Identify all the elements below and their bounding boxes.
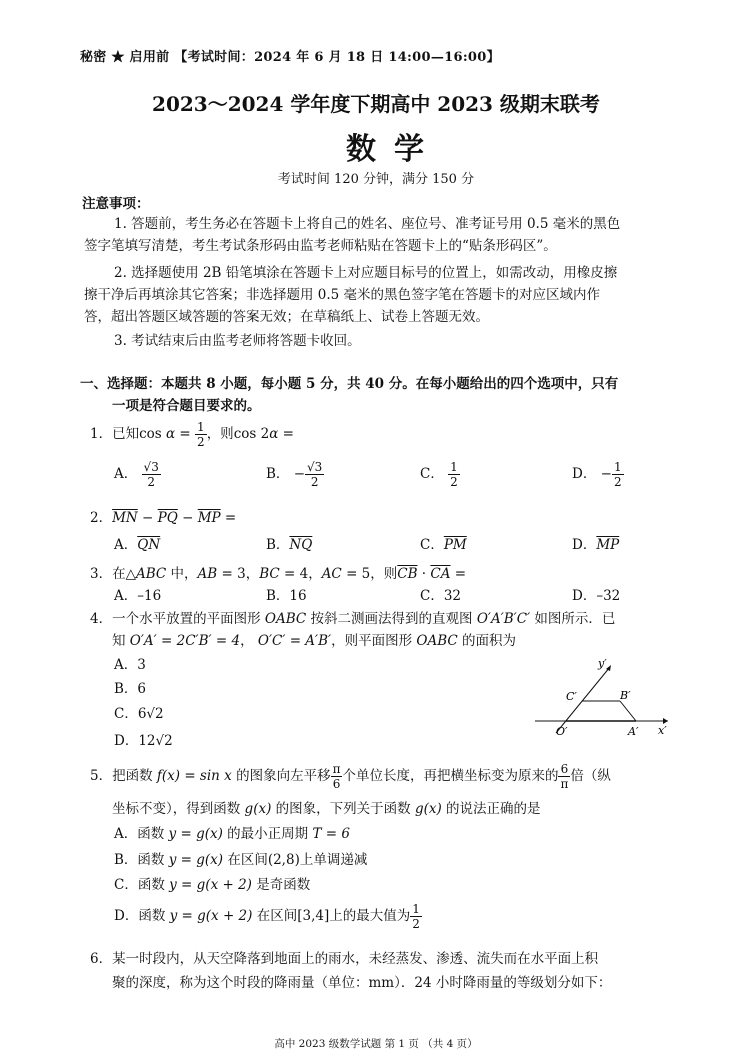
- question-3: 3．在△ABC 中，AB = 3，BC = 4，AC = 5，则$\overline{CB} \cdot \overline{CA}$ =: [90, 566, 467, 582]
- q3-option-a[interactable]: A．–16: [114, 588, 162, 604]
- question-6-line-1: 6．某一时段内，从天空降落到地面上的雨水，未经蒸发、渗透、流失而在水平面上积: [90, 951, 599, 967]
- q3-option-b[interactable]: B．16: [266, 588, 307, 604]
- label-a: A′: [628, 725, 639, 738]
- q1-option-b[interactable]: B． − $\frac{√3}{2}$: [266, 460, 323, 489]
- q3-option-d[interactable]: D．–32: [572, 588, 621, 604]
- notice-line-2: 签字笔填写清楚，考生考试条形码由监考老师粘贴在答题卡上的“贴条形码区”。: [84, 238, 557, 254]
- q2-option-d[interactable]: D．$\overline{MP}$: [572, 537, 620, 553]
- question-4-line-1: 4．一个水平放置的平面图形 OABC 按斜二测画法得到的直观图 O′A′B′C′ 如图所示．已: [90, 611, 616, 627]
- label-x: x′: [658, 724, 667, 737]
- q4-option-a[interactable]: A．3: [114, 657, 146, 673]
- oblique-projection-figure: [530, 655, 670, 745]
- question-4-line-2: 知 O′A′ = 2C′B′ = 4， O′C′ = A′B′，则平面图形 OABC 的面积为: [112, 633, 517, 649]
- y-arrow-icon: [606, 665, 611, 671]
- q4-option-d[interactable]: D．12√2: [114, 733, 173, 749]
- q4-option-b[interactable]: B．6: [114, 681, 147, 697]
- notice-line-1: 1. 答题前，考生务必在答题卡上将自己的姓名、座位号、准考证号用 0.5 毫米的黑色: [114, 216, 621, 232]
- notice-heading: 注意事项：: [82, 196, 150, 212]
- section-heading: 一、选择题：本题共 8 小题，每小题 5 分，共 40 分。在每小题给出的四个选项中，只有: [80, 376, 619, 392]
- q5-option-a[interactable]: A．函数 y = g(x) 的最小正周期 T = 6: [114, 826, 350, 842]
- question-5-line-1: 5．把函数 f(x) = sin x 的图象向左平移 $\frac{\pi}{6}$ 个单位长度，再把横坐标变为原来的 $\frac{6}{\pi}$ 倍（纵: [90, 762, 611, 791]
- q2-option-c[interactable]: C．$\overline{PM}$: [420, 537, 467, 553]
- notice-line-4: 擦干净后再填涂其它答案；非选择题用 0.5 毫米的黑色签字笔在答题卡的对应区域内作: [84, 287, 601, 303]
- q5-option-c[interactable]: C．函数 y = g(x + 2) 是奇函数: [114, 877, 311, 893]
- label-b: B′: [620, 689, 631, 702]
- y-axis: [556, 667, 610, 733]
- q3-option-c[interactable]: C．32: [420, 588, 462, 604]
- notice-line-3: 2. 选择题使用 2B 铅笔填涂在答题卡上对应题目标号的位置上，如需改动，用橡皮擦: [114, 265, 618, 281]
- page-footer: 高中 2023 级数学试题 第 1 页 （共 4 页）: [274, 1038, 478, 1050]
- question-1: 1．已知cos α = $\frac{1}{2}$ ，则cos 2α =: [90, 420, 294, 449]
- q1-option-a[interactable]: A． $\frac{√3}{2}$: [114, 460, 159, 489]
- notice-line-5: 答，超出答题区域答题的答案无效；在草稿纸上、试卷上答题无效。: [84, 309, 489, 325]
- q1-option-c[interactable]: C． $\frac{1}{2}$: [420, 460, 458, 489]
- q4-option-c[interactable]: C．6√2: [114, 706, 164, 722]
- confidential-header: 秘密 ★ 启用前 【考试时间：2024 年 6 月 18 日 14:00—16:00】: [80, 50, 500, 65]
- exam-info: 考试时间 120 分钟，满分 150 分: [277, 172, 475, 187]
- label-o: O′: [556, 725, 568, 738]
- q1-option-d[interactable]: D． − $\frac{1}{2}$: [572, 460, 622, 489]
- q5-option-d[interactable]: D．函数 y = g(x + 2) 在区间[3,4]上的最大值为 $\frac{1}{2}$: [114, 902, 420, 931]
- question-2: 2．$\overline{MN} - \overline{PQ} - \overline{MP}$ =: [90, 510, 237, 526]
- section-heading-cont: 一项是符合题目要求的。: [112, 398, 261, 414]
- question-5-line-2: 坐标不变），得到函数 g(x) 的图象，下列关于函数 g(x) 的说法正确的是: [112, 801, 541, 817]
- label-y: y′: [598, 657, 607, 670]
- subject-title: 数学: [346, 132, 442, 167]
- q5-option-b[interactable]: B．函数 y = g(x) 在区间(2,8)上单调递减: [114, 852, 368, 868]
- label-c: C′: [566, 690, 577, 703]
- q2-option-a[interactable]: A．$\overline{QN}$: [114, 537, 161, 553]
- segment-ba: [620, 701, 636, 721]
- q2-option-b[interactable]: B．$\overline{NQ}$: [266, 537, 313, 553]
- notice-line-6: 3. 考试结束后由监考老师将答题卡收回。: [114, 333, 361, 349]
- question-6-line-2: 聚的深度，称为这个时段的降雨量（单位：mm）．24 小时降雨量的等级划分如下：: [112, 975, 612, 991]
- exam-title: 2023～2024 学年度下期高中 2023 级期末联考: [152, 92, 600, 116]
